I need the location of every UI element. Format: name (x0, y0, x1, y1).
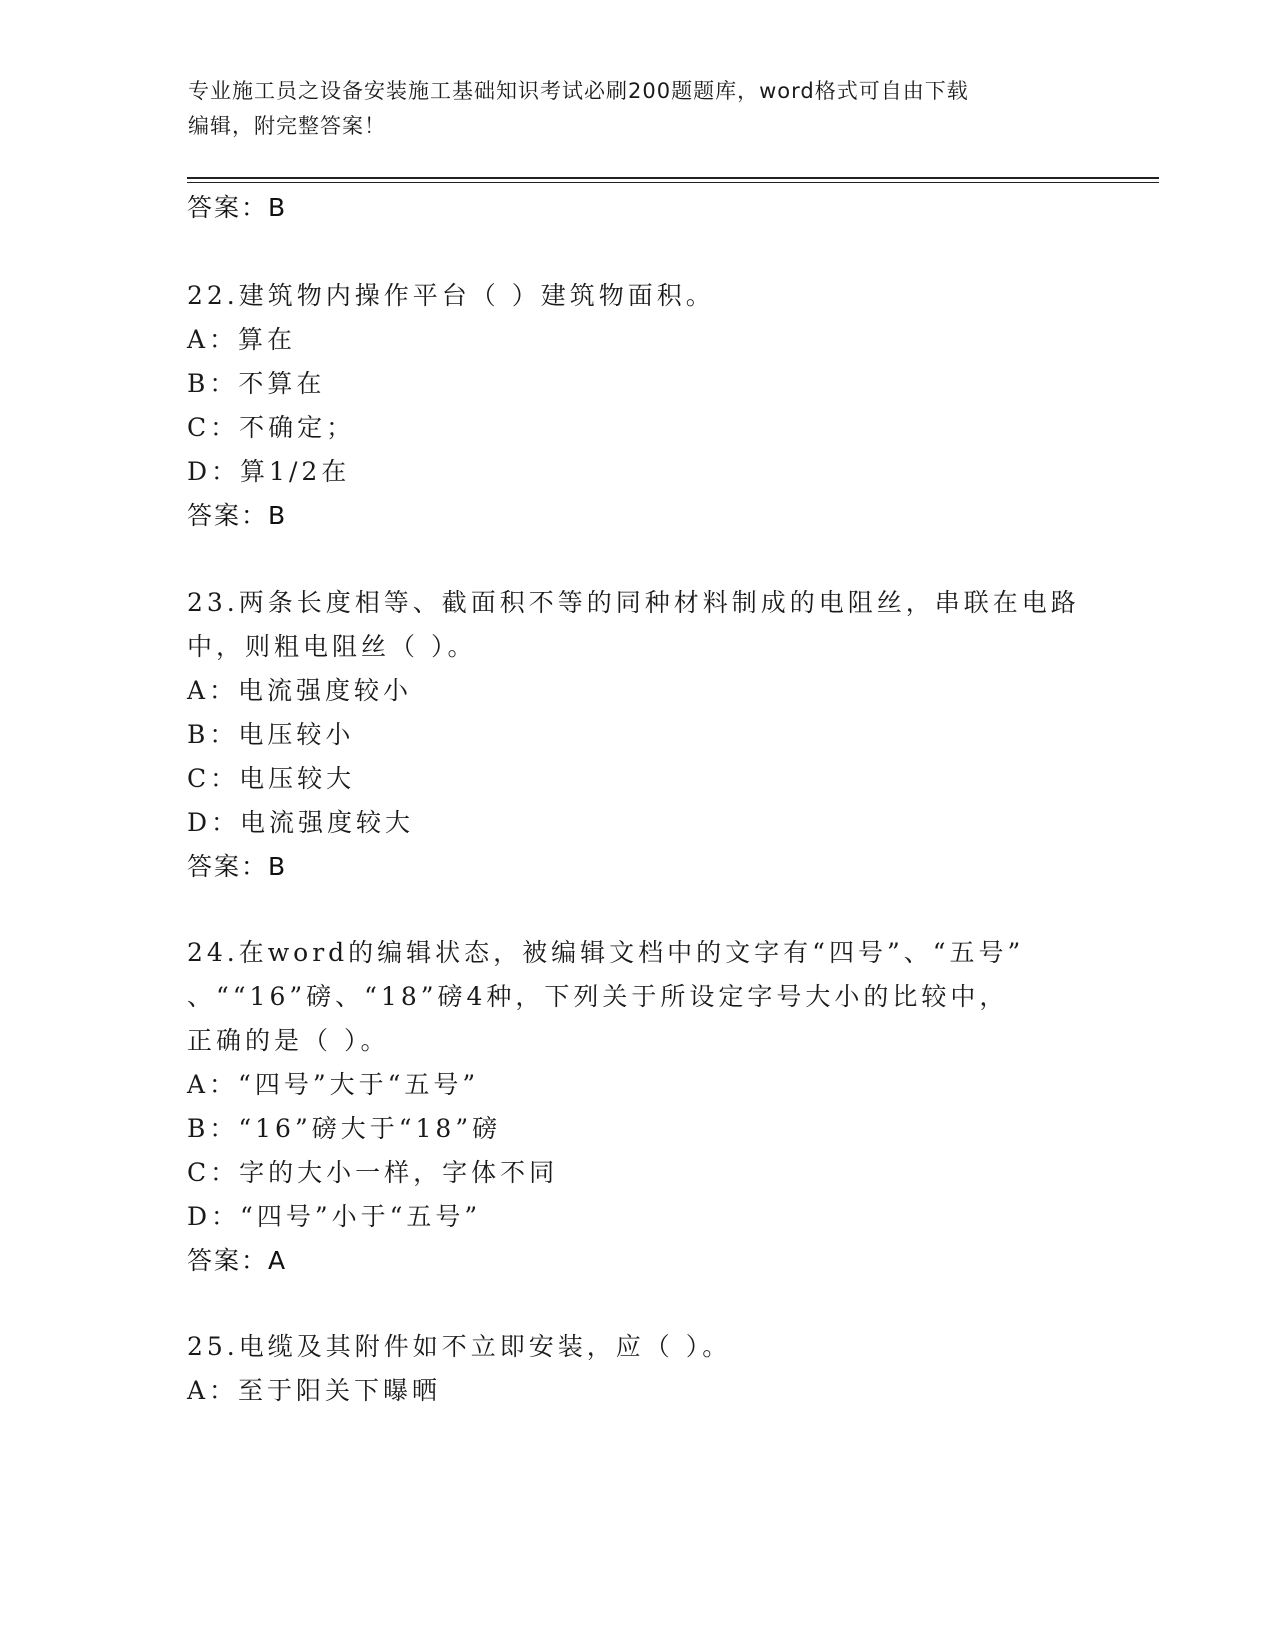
document-header (188, 74, 1068, 144)
question-23-stem-line-2: 中，则粗电阻丝（ ）。 (187, 632, 477, 661)
header-line-2: 编辑，附完整答案！ (188, 114, 386, 138)
question-24-option-c: C：字的大小一样，字体不同 (187, 1158, 559, 1187)
question-24-stem-line-3: 正确的是（ ）。 (187, 1026, 390, 1055)
question-25-option-a: A：至于阳关下曝晒 (187, 1376, 442, 1405)
question-25-stem: 25.电缆及其附件如不立即安装，应（ ）。 (187, 1332, 732, 1361)
question-22-option-b: B：不算在 (187, 369, 326, 398)
question-23-option-d: D：电流强度较大 (187, 808, 415, 837)
question-22-answer: 答案：B (187, 501, 288, 530)
question-23-option-b: B：电压较小 (187, 720, 355, 749)
question-23-stem-line-1: 23.两条长度相等、截面积不等的同种材料制成的电阻丝，串联在电路 (187, 588, 1080, 617)
question-22-option-a: A：算在 (187, 325, 297, 354)
question-23-option-a: A：电流强度较小 (187, 676, 413, 705)
header-divider-thin (187, 182, 1159, 183)
question-22-option-d: D：算1/2在 (187, 457, 351, 486)
question-23-option-c: C：电压较大 (187, 764, 356, 793)
header-divider-thick (187, 177, 1159, 179)
question-24-option-b: B：“16”磅大于“18”磅 (187, 1114, 502, 1143)
question-24-answer: 答案：A (187, 1246, 288, 1275)
question-24-option-d: D：“四号”小于“五号” (187, 1202, 482, 1231)
question-22-option-c: C：不确定； (187, 413, 356, 442)
question-24-stem-line-1: 24.在word的编辑状态，被编辑文档中的文字有“四号”、“五号” (187, 938, 1025, 967)
question-24-option-a: A：“四号”大于“五号” (187, 1070, 480, 1099)
previous-answer: 答案：B (187, 193, 288, 222)
question-24-stem-line-2: 、““16”磅、“18”磅4种，下列关于所设定字号大小的比较中， (187, 982, 1009, 1011)
header-line-1: 专业施工员之设备安装施工基础知识考试必刷200题题库，word格式可自由下载 (188, 79, 969, 103)
question-23-answer: 答案：B (187, 852, 288, 881)
question-22-stem: 22.建筑物内操作平台（ ）建筑物面积。 (187, 281, 715, 310)
